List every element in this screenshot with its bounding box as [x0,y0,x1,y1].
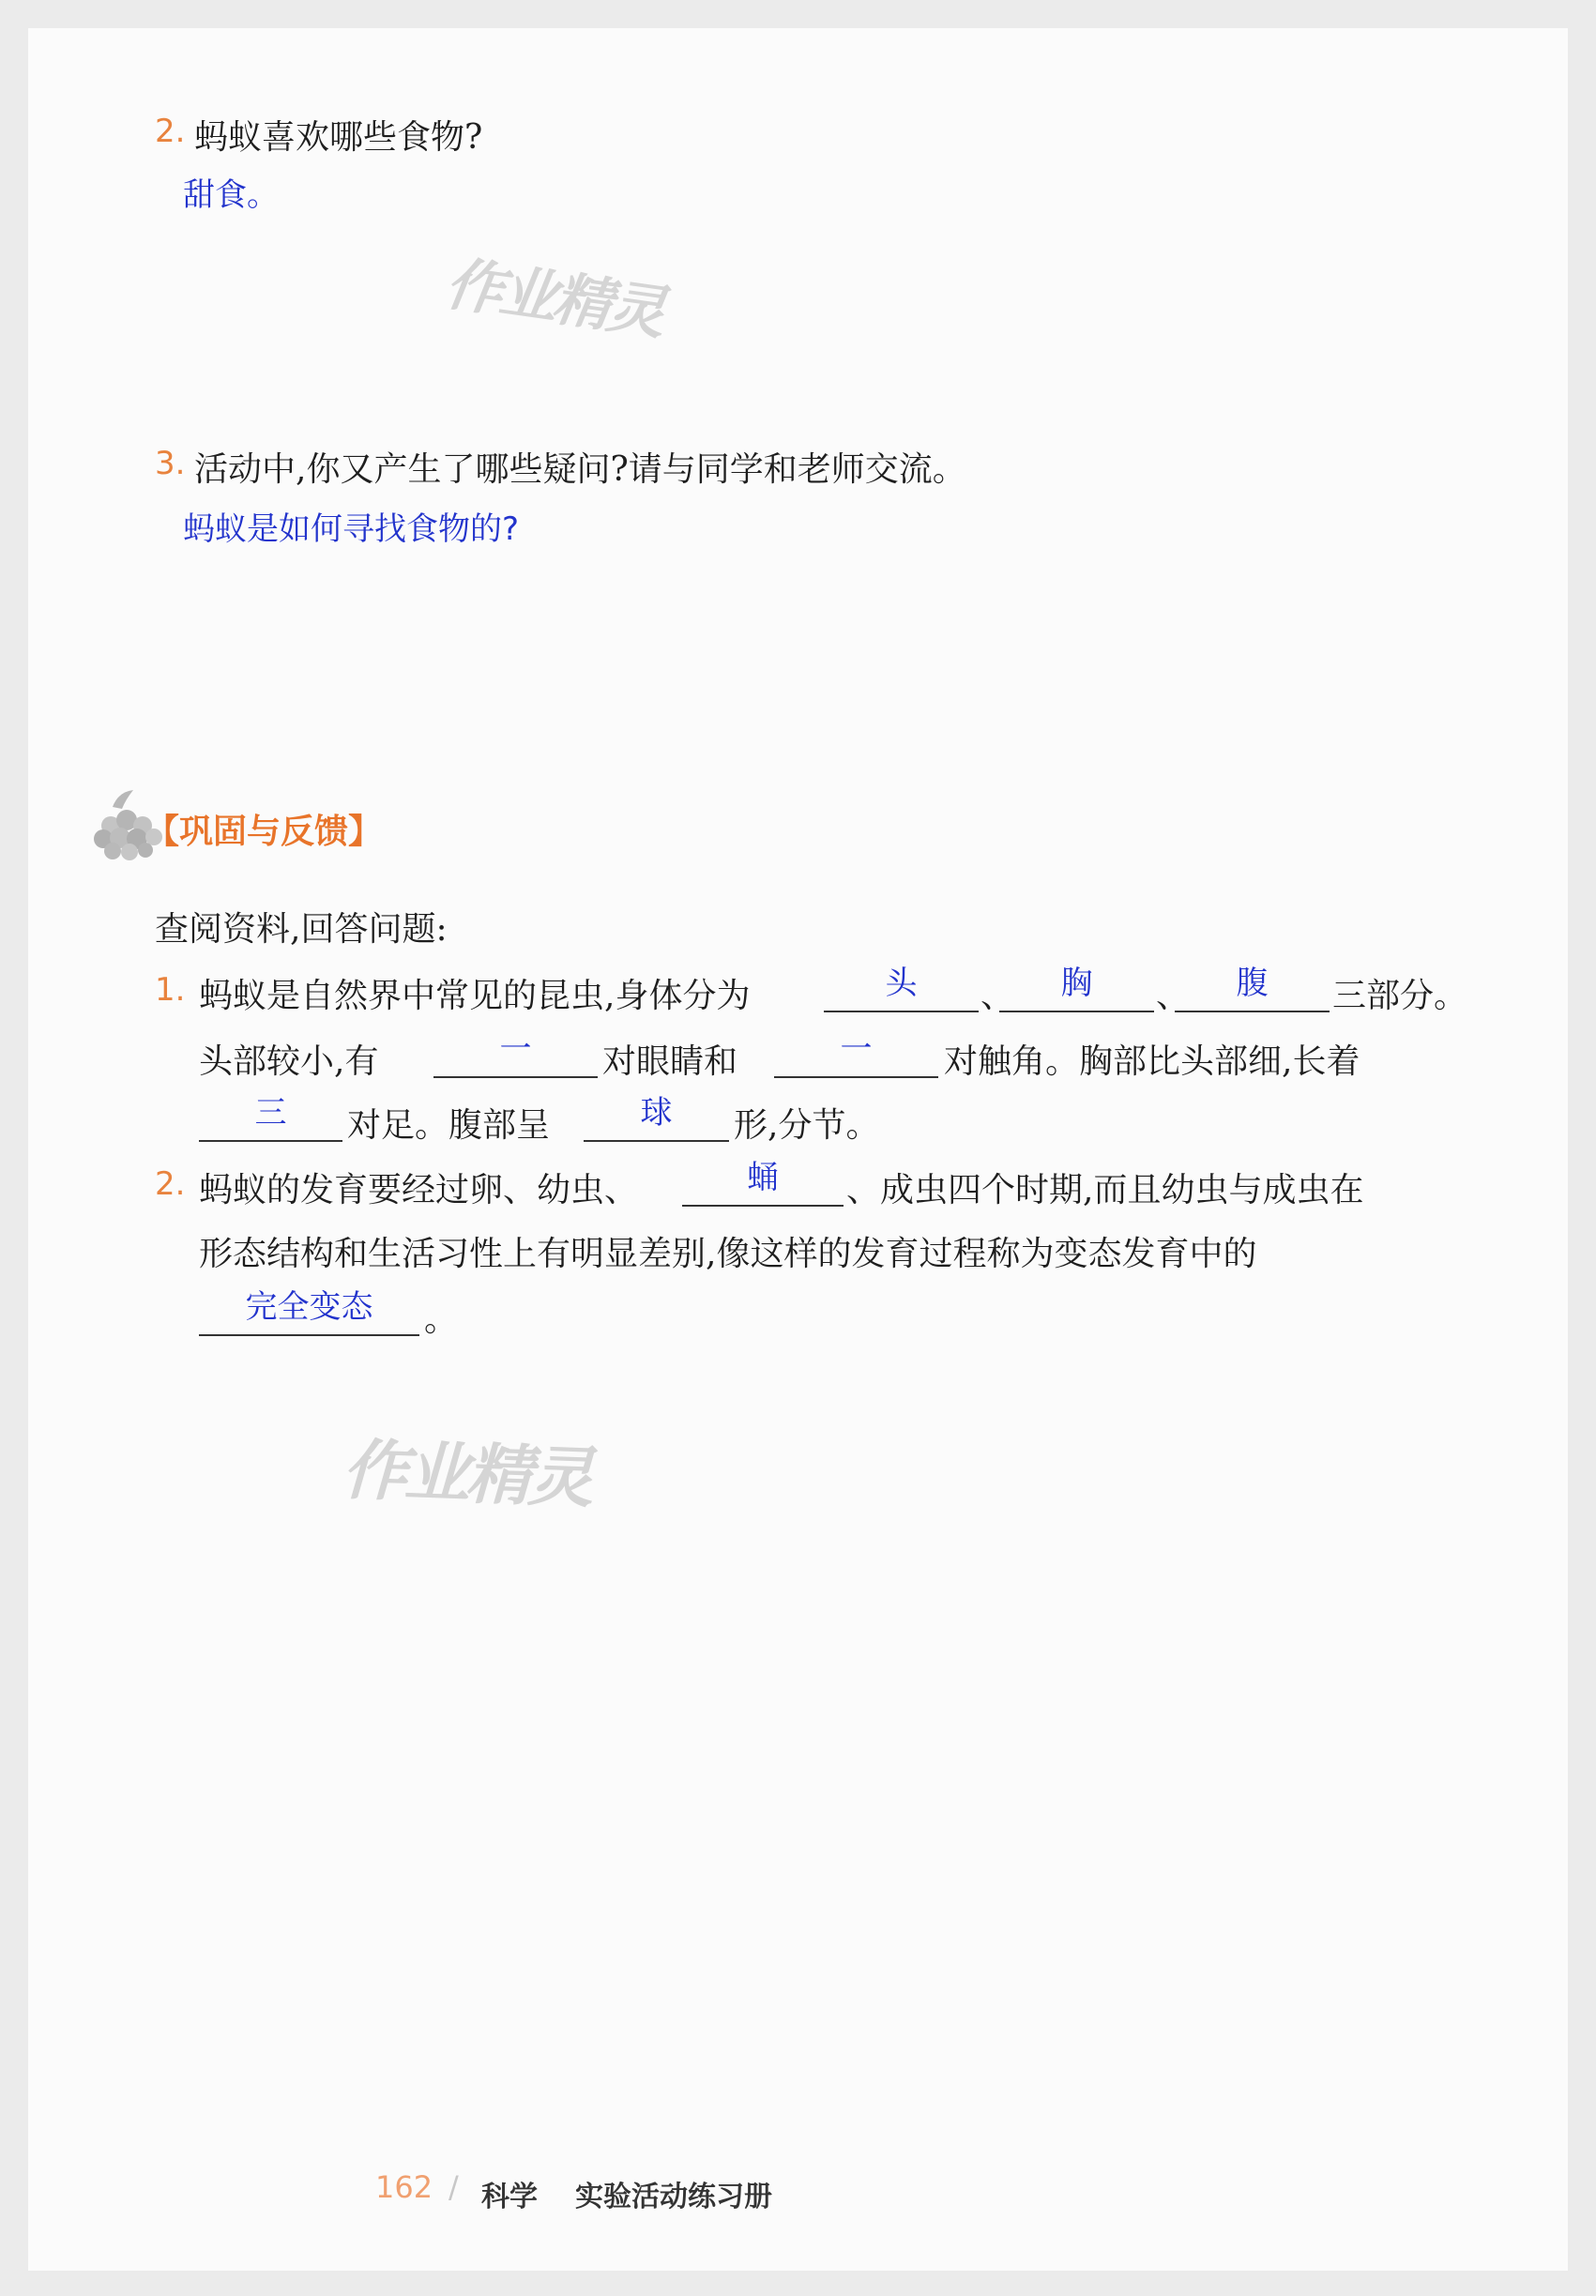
question-3-text: 活动中,你又产生了哪些疑问?请与同学和老师交流。 [194,450,966,489]
blank-line [433,1076,598,1078]
blank-line [999,1011,1154,1012]
item-1-text-line3a: 对足。腹部呈 [347,1106,551,1145]
blank-answer-eyes: 一 [499,1030,532,1068]
footer-separator: / [448,2169,459,2205]
blank-line [774,1076,938,1078]
question-2-number: 2. [155,113,186,150]
question-2-answer: 甜食。 [183,176,279,214]
item-2-text-line1b: 、成虫四个时期,而且幼虫与成虫在 [846,1171,1364,1209]
item-1-text-line2b: 对眼睛和 [602,1042,738,1081]
blank-answer-legs: 三 [254,1094,287,1132]
blank-answer-abdomen: 腹 [1236,965,1269,1002]
blank-line [199,1334,419,1336]
worksheet-page [28,28,1568,2271]
blank-answer-head: 头 [885,965,918,1002]
item-2-text-line2: 形态结构和生活习性上有明显差别,像这样的发育过程称为变态发育中的 [199,1235,1257,1273]
blank-line [199,1140,342,1142]
item-1-text-line2a: 头部较小,有 [199,1042,379,1081]
item-1-text-line1b: 三部分。 [1332,977,1468,1015]
blank-answer-antennae: 一 [840,1030,873,1068]
section-heading: 【巩固与反馈】 [145,813,383,851]
blank-answer-pupa: 蛹 [747,1159,779,1196]
watermark-top: 作业精灵 [441,249,667,347]
item-1-number: 1. [155,971,186,1009]
separator: 、 [1156,977,1191,1015]
instructions-text: 查阅资料,回答问题: [155,910,448,949]
item-2-text-end: 。 [424,1300,459,1339]
blank-line [1175,1011,1330,1012]
item-2-number: 2. [155,1165,186,1203]
item-2-text-line1a: 蚂蚁的发育要经过卵、幼虫、 [199,1171,639,1209]
question-3-number: 3. [155,445,186,482]
watermark-middle: 作业精灵 [341,1431,592,1517]
blank-answer-metamorphosis: 完全变态 [245,1288,373,1326]
blank-line [824,1011,979,1012]
question-2-text: 蚂蚁喜欢哪些食物? [194,118,483,157]
footer-subject: 科学 [481,2181,538,2213]
blank-answer-thorax: 胸 [1060,965,1093,1002]
item-1-text-line2c: 对触角。胸部比头部细,长着 [944,1042,1360,1081]
item-1-text-line3b: 形,分节。 [734,1106,880,1145]
blank-answer-shape: 球 [640,1094,673,1132]
footer-book-title: 实验活动练习册 [575,2181,772,2213]
separator: 、 [980,977,1015,1015]
blank-line [584,1140,729,1142]
item-1-text-line1a: 蚂蚁是自然界中常见的昆虫,身体分为 [199,977,751,1015]
blank-line [682,1205,844,1207]
page-number: 162 [375,2169,433,2205]
question-3-answer: 蚂蚁是如何寻找食物的? [183,510,520,548]
